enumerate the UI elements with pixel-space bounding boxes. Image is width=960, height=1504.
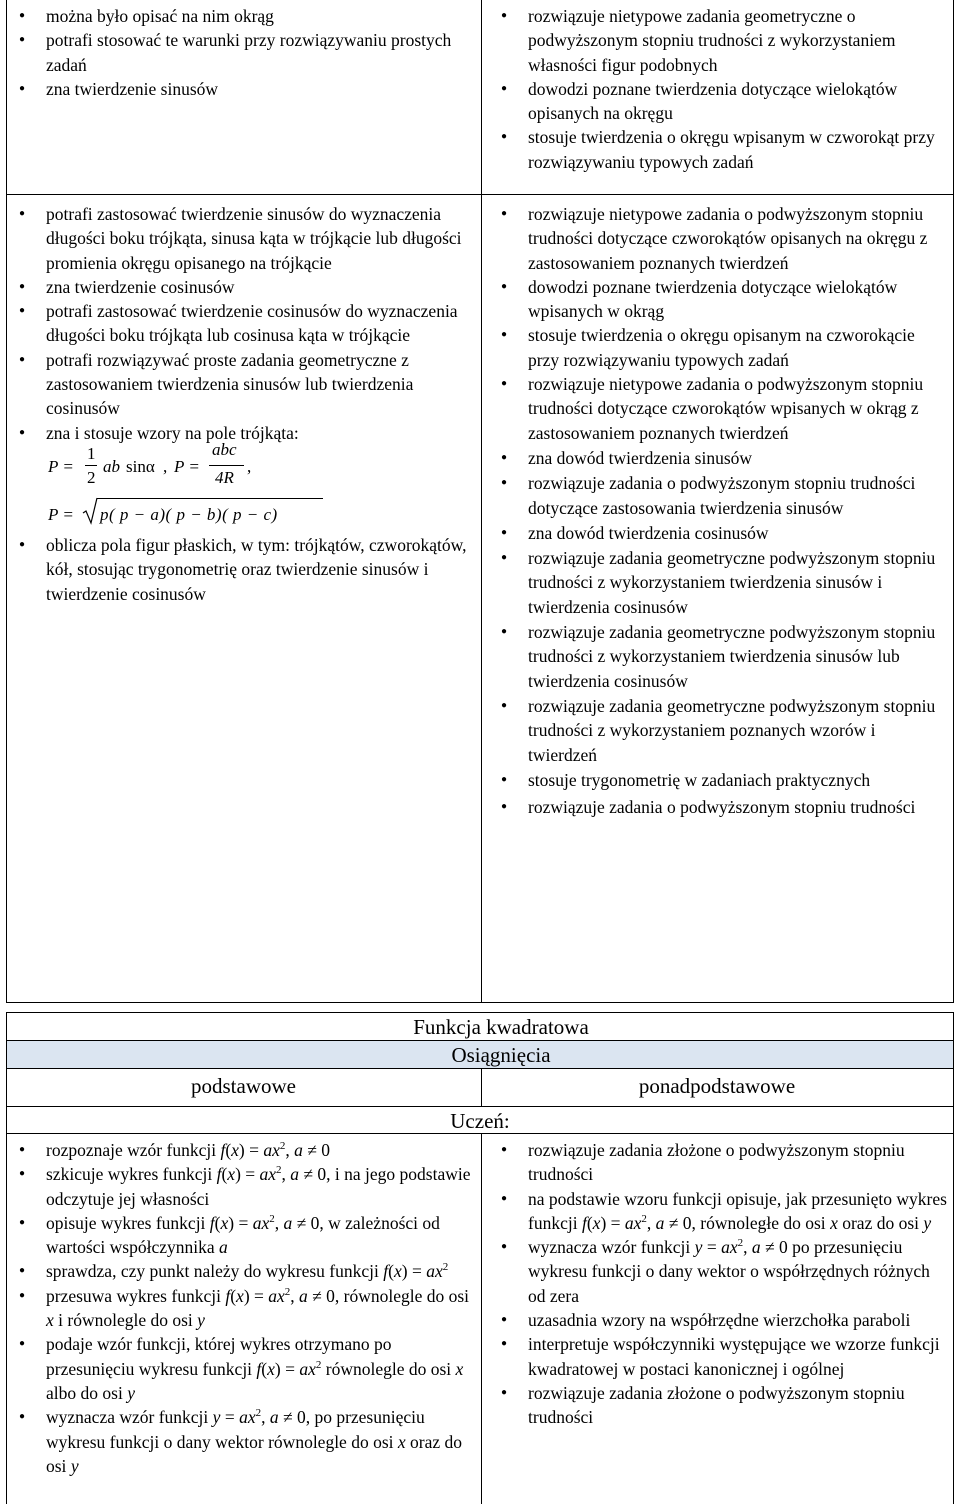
list-item: ● stosuje twierdzenia o okręgu wpisanym w czworokąt przy rozwiązywaniu typowych zadań: [528, 125, 948, 174]
formula2-den: 4R: [215, 467, 234, 487]
cell-mid-left: [46, 202, 471, 606]
list-item: ● dowodzi poznane twierdzenia dotyczące wielokątów wpisanych w okrąg: [528, 275, 948, 324]
list-item: ● rozwiązuje zadania geometryczne podwyższonym stopniu trudności z wykorzystaniem poznanych wzorów i twierdzeń: [528, 694, 948, 767]
formula1-num: 1: [87, 443, 96, 463]
cell-bottom-right: [528, 1138, 948, 1430]
row-divider: [6, 194, 954, 195]
table-bottom-border: [6, 1002, 954, 1003]
table-border-right: [953, 0, 954, 1003]
section-subtitle: Osiągnięcia: [451, 1043, 551, 1067]
list-item: ● podaje wzór funkcji, której wykres otrzymano po przesunięciu wykresu funkcji $f(x) = ax^2$ równolegle do osi x albo do osi y: [46, 1332, 471, 1405]
table2-border-right: [953, 1012, 954, 1504]
list-item: ● rozwiązuje nietypowe zadania geometryczne o podwyższonym stopniu trudności z wykorzystaniem własności figur podobnych: [528, 4, 948, 77]
formula1-ab: ab: [103, 456, 120, 476]
list-item: ● interpretuje współczynniki występujące we wzorze funkcji kwadratowej w postaci kanonicznej i ogólnej: [528, 1332, 948, 1381]
cell-bottom-left: [46, 1138, 471, 1478]
list-item: ● na podstawie wzoru funkcji opisuje, jak przesunięto wykres funkcji $f(x) = ax^2$, a ≠ 0, równoległe do osi x oraz do osi y: [528, 1187, 948, 1236]
formula1-sin: sinα: [126, 456, 155, 476]
area-intro: ● zna i stosuje wzory na pole trójkąta:: [46, 422, 299, 443]
list-item: ● opisuje wykres funkcji $f(x) = ax^2$, a ≠ 0, w zależności od wartości współczynnika a: [46, 1211, 471, 1260]
cell-top-right: [528, 4, 948, 174]
list-item: ● rozwiązuje zadania geometryczne podwyższonym stopniu trudności z wykorzystaniem twierdzenia sinusów lub twierdzenia cosinusów: [528, 620, 948, 693]
sqrt-sign-icon: [82, 497, 98, 525]
list-item: ● zna twierdzenie sinusów: [46, 77, 476, 101]
table-divider-vertical: [481, 0, 482, 1003]
section-title: Funkcja kwadratowa: [413, 1015, 589, 1039]
list-item: ● przesuwa wykres funkcji $f(x) = ax^2$, a ≠ 0, równolegle do osi x i równolegle do osi y: [46, 1284, 471, 1333]
list-item-area-formulas: [46, 421, 471, 533]
list-item: ● zna twierdzenie cosinusów: [46, 275, 471, 299]
list-item: ● szkicuje wykres funkcji $f(x) = ax^2$, a ≠ 0, i na jego podstawie odczytuje jej własności: [46, 1162, 471, 1211]
formula1-den: 2: [87, 467, 96, 487]
list-item: ● potrafi rozwiązywać proste zadania geometryczne z zastosowaniem twierdzenia sinusów lub twierdzenia cosinusów: [46, 348, 471, 421]
list-item: ● rozwiązuje nietypowe zadania o podwyższonym stopniu trudności dotyczące czworokątów wpisanych w okrąg z zastosowaniem poznanych twierdzeń: [528, 372, 948, 445]
list-item: ● rozwiązuje zadania o podwyższonym stopniu trudności dotyczące zastosowania twierdzenia sinusów: [528, 471, 948, 520]
list-item: ● można było opisać na nim okrąg: [46, 4, 476, 28]
list-item: ● rozwiązuje zadania geometryczne podwyższonym stopniu trudności z wykorzystaniem twierdzenia sinusów i twierdzenia cosinusów: [528, 546, 948, 619]
table-border-left: [6, 0, 7, 1003]
list-item: ● potrafi zastosować twierdzenie cosinusów do wyznaczenia długości boku trójkąta lub cosinusa kąta w trójkącie: [46, 299, 471, 348]
area-formulas: [46, 439, 471, 533]
student-label: Uczeń:: [450, 1109, 510, 1133]
formula3-body: p( p − a)( p − b)( p − c): [100, 504, 278, 524]
formula2-num: abc: [212, 439, 237, 459]
list-item: ● rozwiązuje zadania złożone o podwyższonym stopniu trudności: [528, 1138, 948, 1187]
list-item: ● zna dowód twierdzenia sinusów: [528, 446, 948, 470]
list-item: ● zna dowód twierdzenia cosinusów: [528, 521, 948, 545]
list-item: ● rozwiązuje zadania o podwyższonym stopniu trudności: [528, 795, 948, 819]
list-item: ● rozwiązuje nietypowe zadania o podwyższonym stopniu trudności dotyczące czworokątów opisanych na okręgu z zastosowaniem poznanych twierdzeń: [528, 202, 948, 275]
list-item: ● uzasadnia wzory na współrzędne wierzchołka paraboli: [528, 1308, 948, 1332]
table2-col-divider-body: [481, 1133, 482, 1504]
formula2-end: ,: [247, 456, 252, 476]
list-item: ● potrafi zastosować twierdzenie sinusów do wyznaczenia długości boku trójkąta, sinusa kąta w trójkącie lub długości promienia okręgu opisanego na trójkącie: [46, 202, 471, 275]
formula2-lhs: P =: [174, 456, 200, 476]
list-item: ● rozpoznaje wzór funkcji $f(x) = ax^2$, a ≠ 0: [46, 1138, 471, 1162]
list-item: ● dowodzi poznane twierdzenia dotyczące wielokątów opisanych na okręgu: [528, 77, 948, 126]
column-header-advanced: ponadpodstawowe: [638, 1074, 796, 1098]
list-item: ● rozwiązuje zadania złożone o podwyższonym stopniu trudności: [528, 1381, 948, 1430]
list-item: ● oblicza pola figur płaskich, w tym: trójkątów, czworokątów, kół, stosując trygonometrię oraz twierdzenie sinusów i twierdzenie cosinusów: [46, 533, 471, 606]
column-header-basic: podstawowe: [191, 1074, 296, 1098]
cell-mid-right: [528, 202, 948, 819]
list-item: ● stosuje trygonometrię w zadaniach praktycznych: [528, 768, 948, 792]
formula3-lhs: P =: [48, 504, 74, 524]
formula1-sep: ,: [163, 456, 168, 476]
list-item: ● wyznacza wzór funkcji $y = ax^2$, a ≠ 0 po przesunięciu wykresu funkcji o dany wektor o współrzędnych różnych od zera: [528, 1235, 948, 1308]
formula1-lhs: P =: [48, 456, 74, 476]
list-item: ● potrafi stosować te warunki przy rozwiązywaniu prostych zadań: [46, 28, 476, 77]
list-item: ● wyznacza wzór funkcji $y = ax^2$, a ≠ 0, po przesunięciu wykresu funkcji o dany wektor równolegle do osi x oraz do osi y: [46, 1405, 471, 1478]
sqrt-overbar: [97, 498, 323, 499]
cell-top-left: [46, 4, 476, 101]
list-item: ● sprawdza, czy punkt należy do wykresu funkcji $f(x) = ax^2$: [46, 1259, 471, 1283]
list-item: ● stosuje twierdzenia o okręgu opisanym na czworokącie przy rozwiązywaniu typowych zadań: [528, 323, 948, 372]
